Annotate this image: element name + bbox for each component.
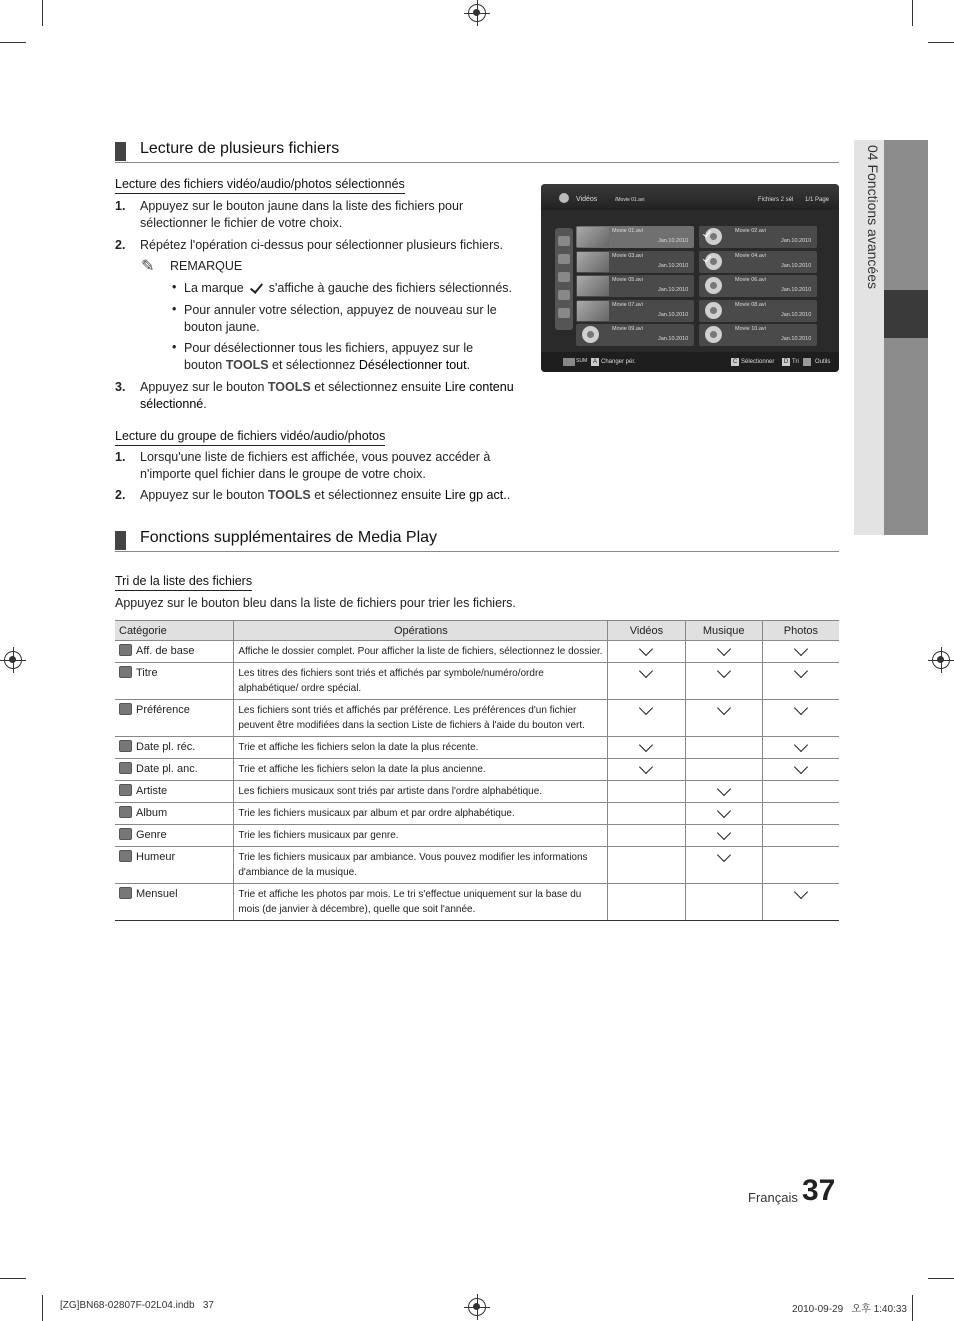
tools-icon — [803, 358, 811, 366]
checkmark-icon — [717, 848, 731, 862]
col-header-videos: Vidéos — [608, 621, 685, 641]
operation-cell: Trie les fichiers musicaux par album et par ordre alphabétique. — [234, 803, 608, 825]
support-cell — [762, 803, 839, 825]
tv-footer — [541, 352, 839, 372]
film-reel-icon — [582, 326, 599, 343]
tv-file-item[interactable] — [576, 251, 694, 273]
tv-file-name: Movie 06.avi — [735, 277, 766, 283]
category-cell — [115, 803, 234, 825]
subheading: Lecture des fichiers vidéo/audio/photos sélectionnés — [115, 177, 405, 194]
bullet-icon: • — [172, 302, 177, 316]
tv-file-date: Jan.10.2010 — [781, 336, 812, 342]
table-row — [115, 759, 839, 781]
tv-file-item[interactable] — [699, 324, 817, 346]
support-cell — [685, 700, 762, 737]
page-number: 37 — [802, 1174, 836, 1207]
subheading: Lecture du groupe de fichiers vidéo/audio/photos — [115, 429, 385, 446]
category-icon — [119, 828, 132, 840]
category-icon — [119, 644, 132, 656]
tv-file-date: Jan.10.2010 — [781, 311, 812, 318]
table-row — [115, 847, 839, 884]
footer-file: [ZG]BN68-02807F-02L04.indb 37 — [60, 1300, 214, 1311]
registration-mark-icon — [468, 1298, 486, 1316]
tv-screenshot — [541, 184, 839, 372]
tv-file-name: Movie 08.avi — [735, 301, 766, 308]
tv-file-name: Movie 04.avi — [735, 252, 766, 259]
tv-file-name: Movie 05.avi — [612, 277, 643, 283]
category-cell — [115, 781, 234, 803]
table-row — [115, 737, 839, 759]
category-cell — [115, 759, 234, 781]
section-bar — [115, 531, 126, 550]
category-label: Date pl. réc. — [136, 741, 196, 753]
col-header-music: Musique — [685, 621, 762, 641]
step-text: Lorsqu'une liste de fichiers est affichée, vous pouvez accéder à n'importe quel fichier dans le groupe de votre choix. — [140, 450, 491, 481]
checkmark-icon — [639, 664, 653, 678]
support-cell — [762, 781, 839, 803]
film-reel-icon — [705, 277, 722, 294]
tv-title: Vidéos — [576, 196, 598, 203]
support-cell — [608, 700, 685, 737]
video-thumbnail — [577, 276, 609, 296]
step-number: 1. — [115, 199, 126, 213]
tv-select: Sélectionner — [741, 359, 775, 365]
chapter-label: 04 Fonctions avancées — [865, 145, 881, 289]
crop-mark — [42, 1295, 43, 1321]
operation-cell: Les titres des fichiers sont triés et affichés par symbole/numéro/ordre alphabétique/ ordre spécial. — [234, 663, 608, 700]
tv-file-date: Jan.10.2010 — [658, 262, 689, 269]
crop-mark — [928, 1278, 954, 1279]
tv-change: Changer pér. — [601, 359, 636, 365]
step-number: 2. — [115, 238, 126, 252]
category-cell — [115, 641, 234, 663]
tv-file-date: Jan.10.2010 — [658, 336, 689, 342]
support-cell — [685, 641, 762, 663]
tv-file-date: Jan.10.2010 — [781, 287, 812, 293]
support-cell — [608, 803, 685, 825]
bullet-icon: • — [172, 340, 177, 354]
category-label: Mensuel — [136, 888, 178, 900]
table-row — [115, 641, 839, 663]
support-cell — [762, 847, 839, 884]
checkmark-icon — [794, 760, 808, 774]
step-text: Appuyez sur le bouton jaune dans la liste des fichiers pour sélectionner le fichier de votre choix. — [140, 199, 464, 230]
support-cell — [762, 641, 839, 663]
category-label: Artiste — [136, 785, 168, 797]
tv-file-name: Movie 01.avi — [612, 228, 643, 234]
checkmark-icon — [794, 642, 808, 656]
support-cell — [608, 847, 685, 884]
tv-file-name: Movie 09.avi — [612, 326, 643, 332]
support-cell — [685, 663, 762, 700]
tv-file-item[interactable] — [699, 275, 817, 297]
checkmark-icon — [717, 701, 731, 715]
tv-key-a: A — [592, 359, 597, 365]
video-thumbnail — [577, 252, 609, 272]
table-row — [115, 825, 839, 847]
category-icon — [119, 666, 132, 678]
tv-sum: SUM — [576, 358, 588, 364]
tv-file-name: Movie 07.avi — [612, 301, 643, 308]
support-cell — [685, 825, 762, 847]
support-cell — [762, 825, 839, 847]
table-row — [115, 663, 839, 700]
tv-file-name: Movie 03.avi — [612, 252, 643, 259]
film-reel-icon — [705, 302, 722, 319]
tv-file-item[interactable] — [576, 275, 694, 297]
checkmark-icon — [794, 701, 808, 715]
support-cell — [685, 781, 762, 803]
tv-file-item[interactable] — [576, 300, 694, 322]
chapter-tab-marker — [884, 290, 928, 338]
tv-file-item[interactable] — [699, 226, 817, 248]
tv-file-name: Movie 02.avi — [735, 228, 766, 234]
category-icon — [119, 740, 132, 752]
tv-tools: Outils — [815, 359, 831, 365]
checkmark-icon — [717, 642, 731, 656]
section-title — [115, 140, 839, 163]
note-item: Pour désélectionner tous les fichiers, appuyez sur le bouton TOOLS et sélectionnez Désélectionner tout. — [184, 341, 474, 372]
operation-cell: Trie et affiche les fichiers selon la date la plus récente. — [234, 737, 608, 759]
step-number: 2. — [115, 488, 126, 502]
category-label: Album — [136, 807, 168, 819]
support-cell — [685, 884, 762, 921]
support-cell — [608, 825, 685, 847]
media-icon — [559, 193, 569, 203]
category-icon — [119, 887, 132, 899]
checkmark-icon — [639, 738, 653, 752]
registration-mark-icon — [4, 651, 22, 669]
section-bar — [115, 142, 126, 161]
operation-cell: Affiche le dossier complet. Pour afficher la liste de fichiers, sélectionnez le dossier. — [234, 641, 608, 663]
tv-sidebar — [555, 228, 573, 330]
checkmark-icon — [794, 885, 808, 899]
tv-selected-count: Fichiers 2 sél — [758, 197, 794, 203]
intro-text: Appuyez sur le bouton bleu dans la liste de fichiers pour trier les fichiers. — [115, 596, 516, 610]
checkmark-icon — [794, 738, 808, 752]
support-cell — [685, 803, 762, 825]
category-icon — [119, 703, 132, 715]
support-cell — [685, 737, 762, 759]
tv-file-date: Jan.10.2010 — [658, 238, 689, 244]
note-item: Pour annuler votre sélection, appuyez de nouveau sur le bouton jaune. — [184, 303, 497, 334]
tv-sort: Tri — [792, 359, 799, 365]
support-cell — [608, 641, 685, 663]
tv-key-c: C — [732, 359, 738, 365]
category-icon — [119, 784, 132, 796]
crop-mark — [912, 0, 913, 26]
tv-key-d: D — [783, 359, 789, 365]
crop-mark — [0, 1278, 26, 1279]
support-cell — [608, 663, 685, 700]
operation-cell: Trie et affiche les photos par mois. Le tri s'effectue uniquement sur la base du mois (de janvier à décembre), quelle que soit l'année. — [234, 884, 608, 921]
section-title — [115, 529, 839, 552]
category-label: Date pl. anc. — [136, 763, 198, 775]
tv-key — [563, 358, 575, 366]
support-cell — [762, 884, 839, 921]
note-pencil-icon: ✎ — [141, 258, 155, 275]
tv-file-item[interactable] — [699, 300, 817, 322]
operation-cell: Trie les fichiers musicaux par genre. — [234, 825, 608, 847]
category-cell — [115, 884, 234, 921]
category-label: Préférence — [136, 704, 190, 716]
checkmark-icon — [250, 280, 263, 294]
support-cell — [762, 700, 839, 737]
col-header-operations: Opérations — [234, 621, 608, 641]
checkmark-icon — [639, 701, 653, 715]
tv-file-date: Jan.10.2010 — [658, 311, 689, 318]
category-cell — [115, 663, 234, 700]
step-text: Appuyez sur le bouton TOOLS et sélectionnez ensuite Lire gp act.. — [140, 488, 511, 502]
checkmark-icon — [639, 642, 653, 656]
category-icon — [119, 806, 132, 818]
operation-cell: Trie les fichiers musicaux par ambiance. Vous pouvez modifier les informations d'ambiance de la musique. — [234, 847, 608, 884]
tv-file-date: Jan.10.2010 — [781, 238, 812, 244]
step-text: Répétez l'opération ci-dessus pour sélectionner plusieurs fichiers. — [140, 238, 503, 252]
support-cell — [608, 737, 685, 759]
support-cell — [608, 759, 685, 781]
operation-cell: Les fichiers musicaux sont triés par artiste dans l'ordre alphabétique. — [234, 781, 608, 803]
crop-mark — [912, 1295, 913, 1321]
checkmark-icon — [717, 826, 731, 840]
support-cell — [608, 884, 685, 921]
crop-mark — [0, 42, 26, 43]
category-label: Aff. de base — [136, 645, 195, 657]
category-cell — [115, 825, 234, 847]
footer-language: Français — [748, 1190, 798, 1205]
tv-file-item[interactable] — [576, 324, 694, 346]
note-item: La marque s'affiche à gauche des fichiers sélectionnés. — [184, 281, 513, 295]
subheading: Tri de la liste des fichiers — [115, 574, 252, 591]
support-cell — [685, 759, 762, 781]
step-number: 1. — [115, 450, 126, 464]
col-header-category: Catégorie — [115, 621, 234, 641]
tv-file-date: Jan.10.2010 — [781, 262, 812, 269]
table-row — [115, 781, 839, 803]
crop-mark — [42, 0, 43, 26]
tv-file-date: Jan.10.2010 — [658, 287, 689, 293]
support-cell — [762, 737, 839, 759]
tv-path: /Movie 01.avi — [615, 197, 645, 203]
bullet-icon: • — [172, 280, 177, 294]
category-icon — [119, 762, 132, 774]
support-cell — [762, 759, 839, 781]
operation-cell: Les fichiers sont triés et affichés par préférence. Les préférences d'un fichier peuvent être modifiées dans la section Liste de fichiers à l'aide du bouton vert. — [234, 700, 608, 737]
checkmark-icon — [717, 782, 731, 796]
section-title-text: Fonctions supplémentaires de Media Play — [140, 529, 438, 546]
registration-mark-icon — [932, 651, 950, 669]
category-label: Titre — [136, 667, 158, 679]
support-cell — [685, 847, 762, 884]
category-cell — [115, 737, 234, 759]
film-reel-icon — [705, 326, 722, 343]
video-thumbnail — [577, 227, 609, 247]
checkmark-icon — [639, 760, 653, 774]
crop-mark — [928, 42, 954, 43]
tv-file-item[interactable] — [699, 251, 817, 273]
category-label: Humeur — [136, 851, 176, 863]
sort-functions-table — [115, 620, 839, 921]
checkmark-icon — [794, 664, 808, 678]
category-label: Genre — [136, 829, 167, 841]
category-icon — [119, 850, 132, 862]
tv-file-item[interactable] — [576, 226, 694, 248]
table-row — [115, 884, 839, 921]
tv-file-name: Movie 10.avi — [735, 326, 766, 332]
category-cell — [115, 700, 234, 737]
operation-cell: Trie et affiche les fichiers selon la date la plus ancienne. — [234, 759, 608, 781]
section-title-text: Lecture de plusieurs fichiers — [140, 140, 340, 157]
support-cell — [762, 663, 839, 700]
col-header-photos: Photos — [762, 621, 839, 641]
checkmark-icon — [717, 664, 731, 678]
note-label: REMARQUE — [170, 259, 243, 273]
category-cell — [115, 847, 234, 884]
checkmark-icon — [717, 804, 731, 818]
step-text: Appuyez sur le bouton TOOLS et sélectionnez ensuite Lire contenu sélectionné. — [140, 380, 514, 411]
tv-page: 1/1 Page — [805, 197, 830, 203]
table-row — [115, 803, 839, 825]
footer-date: 2010-09-29 오후 1:40:33 — [792, 1304, 907, 1315]
step-number: 3. — [115, 380, 126, 394]
table-row — [115, 700, 839, 737]
video-thumbnail — [577, 301, 609, 321]
registration-mark-icon — [468, 4, 486, 22]
table-header-row — [115, 621, 839, 641]
support-cell — [608, 781, 685, 803]
